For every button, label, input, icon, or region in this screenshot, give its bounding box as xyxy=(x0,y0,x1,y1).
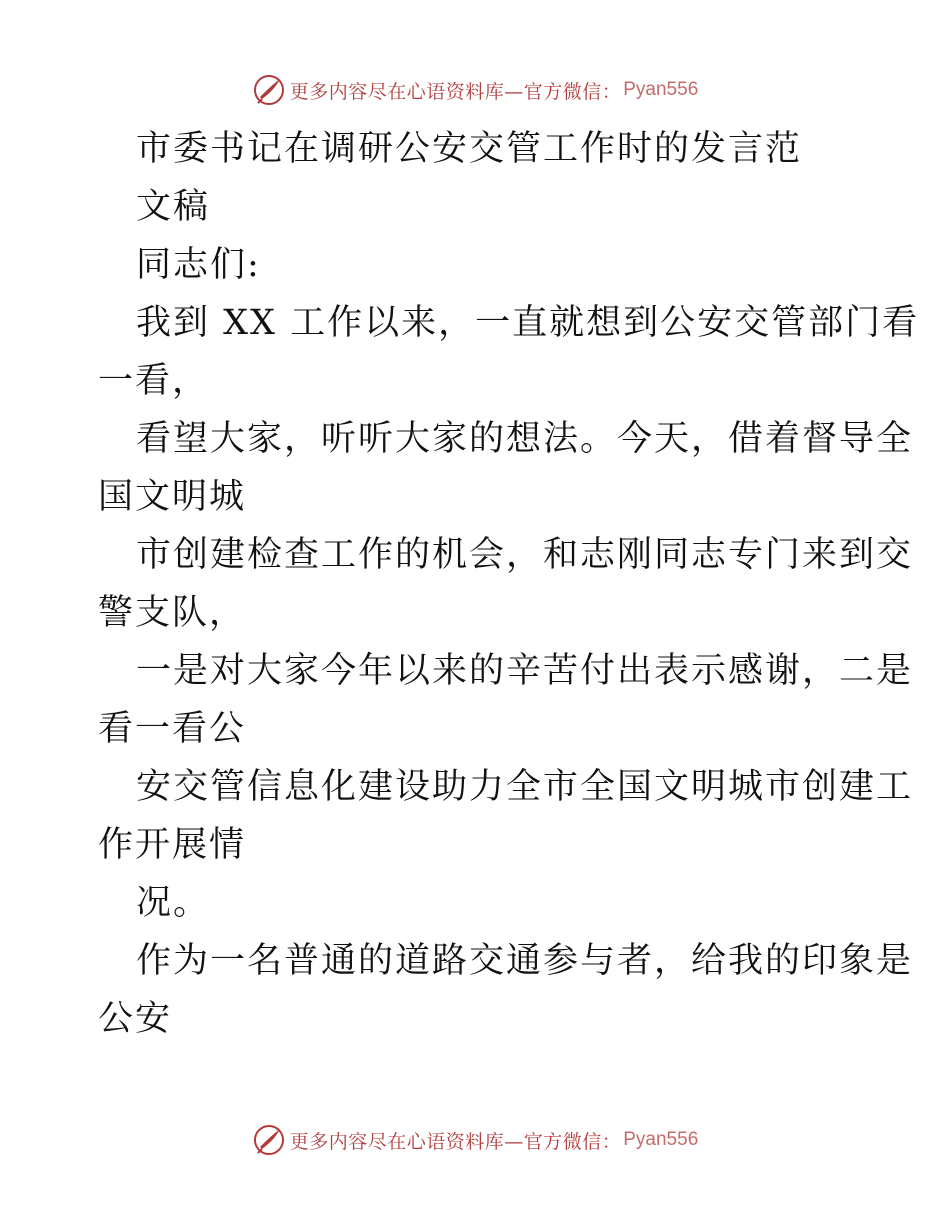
header-watermark xyxy=(0,70,950,110)
paragraph-line: 作为一名普通的道路交通参与者，给我的印象是 xyxy=(136,941,914,981)
paragraph-line: 看望大家，听听大家的想法。今天，借着督导全 xyxy=(136,419,914,459)
paragraph-line: 一看， xyxy=(98,361,210,401)
quill-pen-logo-icon xyxy=(252,1123,286,1157)
watermark-text: 更多内容尽在心语资料库—官方微信： xyxy=(289,1130,622,1153)
watermark-text: 更多内容尽在心语资料库—官方微信： xyxy=(289,80,622,103)
paragraph-line: 警支队， xyxy=(98,593,247,633)
paragraph-line: 公安 xyxy=(98,999,173,1039)
paragraph-line: 我到 XX 工作以来，一直就想到公安交管部门看 xyxy=(136,303,920,343)
paragraph-line: 一是对大家今年以来的辛苦付出表示感谢，二是 xyxy=(136,651,914,691)
watermark-wechat-id: Pyan556 xyxy=(623,79,699,100)
paragraph-line: 国文明城 xyxy=(98,477,247,517)
footer-watermark xyxy=(0,1120,950,1160)
paragraph-line: 作开展情 xyxy=(98,825,247,865)
watermark-wechat-id: Pyan556 xyxy=(623,1129,699,1150)
paragraph-line: 安交管信息化建设助力全市全国文明城市创建工 xyxy=(136,767,914,807)
salutation: 同志们: xyxy=(136,245,261,285)
document-body xyxy=(98,120,920,1048)
paragraph-line: 市创建检查工作的机会，和志刚同志专门来到交 xyxy=(136,535,914,575)
document-title-line-1: 市委书记在调研公安交管工作时的发言范 xyxy=(136,129,803,169)
document-title-line-2: 文稿 xyxy=(136,187,211,227)
paragraph-line: 况。 xyxy=(136,883,211,923)
paragraph-line: 看一看公 xyxy=(98,709,247,749)
quill-pen-logo-icon xyxy=(252,73,286,107)
